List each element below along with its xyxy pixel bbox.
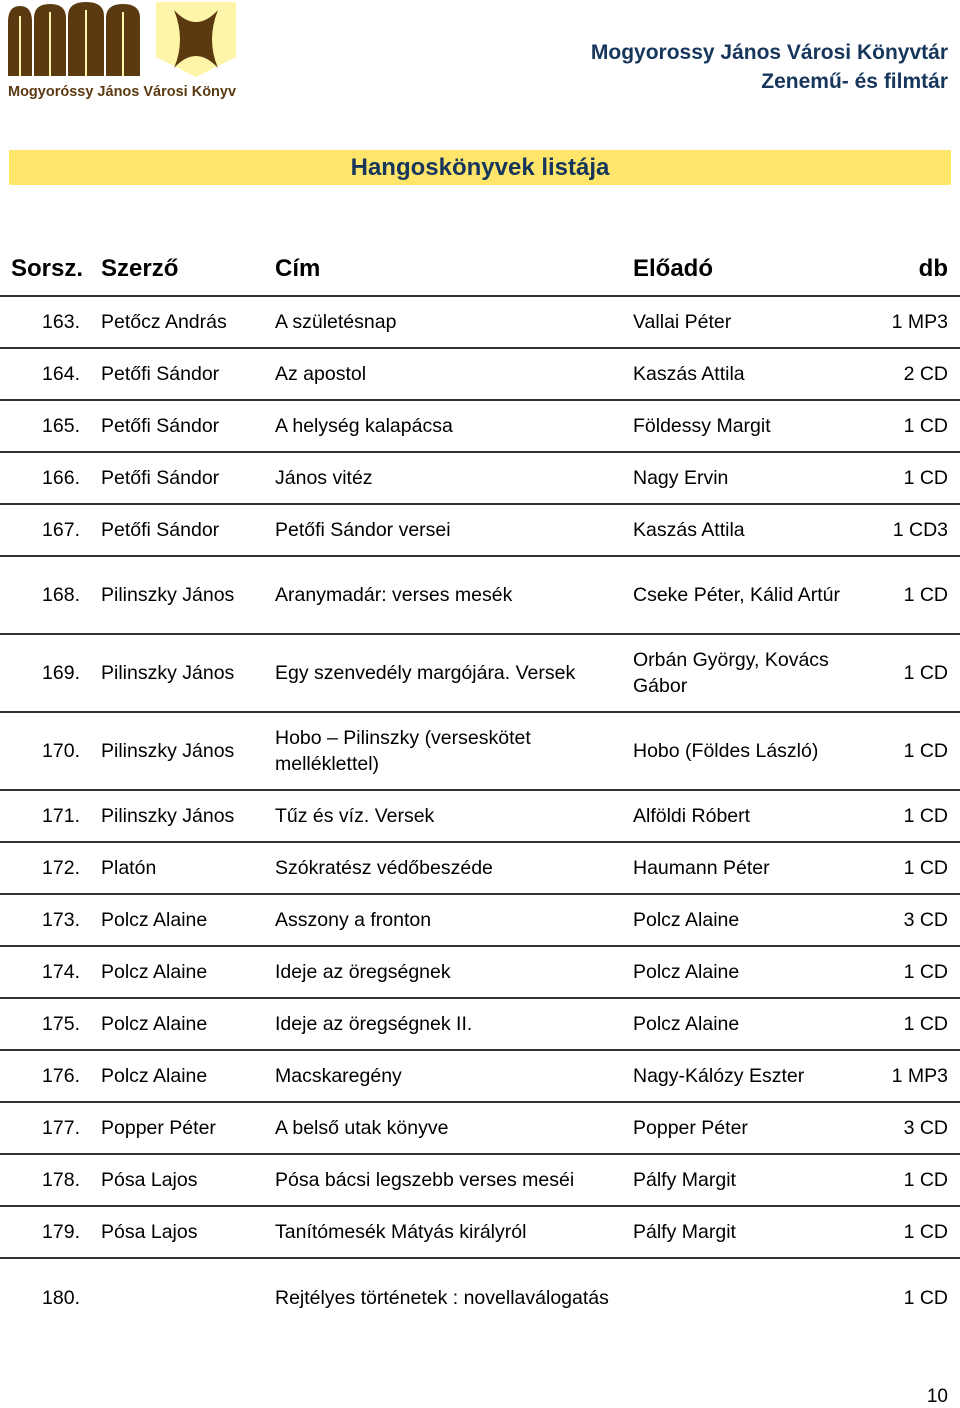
row-title: Egy szenvedély margójára. Versek (264, 634, 622, 712)
row-number: 169. (0, 634, 90, 712)
row-number: 172. (0, 842, 90, 894)
row-performer: Kaszás Attila (622, 504, 860, 556)
row-performer: Popper Péter (622, 1102, 860, 1154)
row-number: 174. (0, 946, 90, 998)
table-row (0, 634, 960, 712)
table-row (0, 1206, 960, 1258)
row-quantity: 1 MP3 (860, 296, 960, 348)
column-header-sorsz: Sorsz. (0, 243, 90, 296)
row-title: Ideje az öregségnek II. (264, 998, 622, 1050)
table-header-row (0, 243, 960, 296)
page-number: 10 (926, 1386, 948, 1407)
row-title: A helység kalapácsa (264, 400, 622, 452)
row-number: 177. (0, 1102, 90, 1154)
row-author: Pilinszky János (90, 634, 264, 712)
column-header-szerzo: Szerző (90, 243, 264, 296)
row-number: 164. (0, 348, 90, 400)
row-author: Polcz Alaine (90, 1050, 264, 1102)
row-number: 163. (0, 296, 90, 348)
row-quantity: 3 CD (860, 1102, 960, 1154)
table-row (0, 1102, 960, 1154)
row-quantity: 1 MP3 (860, 1050, 960, 1102)
row-author: Pósa Lajos (90, 1206, 264, 1258)
logo-text: Mogyoróssy János Városi Könyvtár (8, 84, 236, 100)
row-performer: Pálfy Margit (622, 1206, 860, 1258)
row-author: Petőfi Sándor (90, 348, 264, 400)
row-performer: Pálfy Margit (622, 1154, 860, 1206)
row-number: 170. (0, 712, 90, 790)
row-author: Popper Péter (90, 1102, 264, 1154)
row-title: Tanítómesék Mátyás királyról (264, 1206, 622, 1258)
row-number: 171. (0, 790, 90, 842)
table-row (0, 842, 960, 894)
row-quantity: 1 CD (860, 998, 960, 1050)
row-performer: Hobo (Földes László) (622, 712, 860, 790)
page-title: Hangoskönyvek listája (9, 150, 951, 185)
row-number: 165. (0, 400, 90, 452)
row-performer (622, 1258, 860, 1337)
table-row (0, 946, 960, 998)
row-title: A belső utak könyve (264, 1102, 622, 1154)
row-performer: Vallai Péter (622, 296, 860, 348)
table-row (0, 712, 960, 790)
row-quantity: 1 CD (860, 842, 960, 894)
row-quantity: 1 CD3 (860, 504, 960, 556)
row-author: Polcz Alaine (90, 998, 264, 1050)
row-title: Hobo – Pilinszky (verseskötet melléklettel) (264, 712, 622, 790)
row-title: Ideje az öregségnek (264, 946, 622, 998)
row-author: Petőfi Sándor (90, 400, 264, 452)
row-quantity: 3 CD (860, 894, 960, 946)
row-author: Petőfi Sándor (90, 504, 264, 556)
row-author: Platón (90, 842, 264, 894)
row-number: 179. (0, 1206, 90, 1258)
table-row (0, 1050, 960, 1102)
table-row (0, 452, 960, 504)
row-number: 175. (0, 998, 90, 1050)
library-header (591, 38, 948, 96)
table-row (0, 790, 960, 842)
row-number: 178. (0, 1154, 90, 1206)
row-author: Polcz Alaine (90, 894, 264, 946)
row-quantity: 1 CD (860, 452, 960, 504)
row-performer: Polcz Alaine (622, 946, 860, 998)
row-performer: Cseke Péter, Kálid Artúr (622, 556, 860, 634)
row-title: Rejtélyes történetek : novellaválogatás (275, 1287, 609, 1309)
row-title: Tűz és víz. Versek (264, 790, 622, 842)
row-quantity: 1 CD (860, 634, 960, 712)
table-row (0, 556, 960, 634)
column-header-cim: Cím (264, 243, 622, 296)
row-author: Pósa Lajos (90, 1154, 264, 1206)
row-number: 176. (0, 1050, 90, 1102)
row-quantity: 1 CD (860, 556, 960, 634)
table-row (0, 894, 960, 946)
row-performer: Orbán György, Kovács Gábor (622, 634, 860, 712)
row-title: Macskaregény (264, 1050, 622, 1102)
table-row (0, 400, 960, 452)
row-title: János vitéz (264, 452, 622, 504)
row-author: Pilinszky János (90, 790, 264, 842)
department-name: Zenemű- és filmtár (761, 70, 948, 93)
row-performer: Nagy-Kálózy Eszter (622, 1050, 860, 1102)
book-arches-logo-icon (6, 2, 236, 102)
row-quantity: 1 CD (860, 400, 960, 452)
row-quantity: 1 CD (860, 712, 960, 790)
table-row (0, 348, 960, 400)
row-title: Pósa bácsi legszebb verses meséi (264, 1154, 622, 1206)
row-author: Pilinszky János (90, 712, 264, 790)
row-quantity: 1 CD (860, 790, 960, 842)
row-quantity: 2 CD (860, 348, 960, 400)
row-title: Szókratész védőbeszéde (264, 842, 622, 894)
row-number: 173. (0, 894, 90, 946)
row-title: Az apostol (264, 348, 622, 400)
row-number: 168. (0, 556, 90, 634)
row-performer: Nagy Ervin (622, 452, 860, 504)
row-number: 180. (42, 1287, 80, 1309)
table-row (0, 1258, 960, 1337)
library-name: Mogyorossy János Városi Könyvtár (590, 41, 948, 64)
row-title: Petőfi Sándor versei (264, 504, 622, 556)
row-author: Petőfi Sándor (90, 452, 264, 504)
row-performer: Alföldi Róbert (622, 790, 860, 842)
column-header-db: db (860, 243, 960, 296)
row-quantity: 1 CD (903, 1287, 948, 1309)
row-performer: Polcz Alaine (622, 894, 860, 946)
row-performer: Haumann Péter (622, 842, 860, 894)
row-number: 166. (0, 452, 90, 504)
table-row (0, 504, 960, 556)
row-title: A születésnap (264, 296, 622, 348)
row-author: Polcz Alaine (90, 946, 264, 998)
row-performer: Kaszás Attila (622, 348, 860, 400)
row-number: 167. (0, 504, 90, 556)
row-performer: Polcz Alaine (622, 998, 860, 1050)
row-quantity: 1 CD (860, 1154, 960, 1206)
row-author: Pilinszky János (90, 556, 264, 634)
audiobook-table (0, 243, 960, 1337)
table-row (0, 296, 960, 348)
row-quantity: 1 CD (860, 946, 960, 998)
table-row (0, 998, 960, 1050)
row-author (90, 1258, 264, 1337)
row-title: Asszony a fronton (264, 894, 622, 946)
library-logo (6, 2, 236, 102)
row-title: Aranymadár: verses mesék (264, 556, 622, 634)
table-row (0, 1154, 960, 1206)
column-header-eloado: Előadó (622, 243, 860, 296)
row-author: Petőcz András (90, 296, 264, 348)
row-performer: Földessy Margit (622, 400, 860, 452)
row-quantity: 1 CD (860, 1206, 960, 1258)
